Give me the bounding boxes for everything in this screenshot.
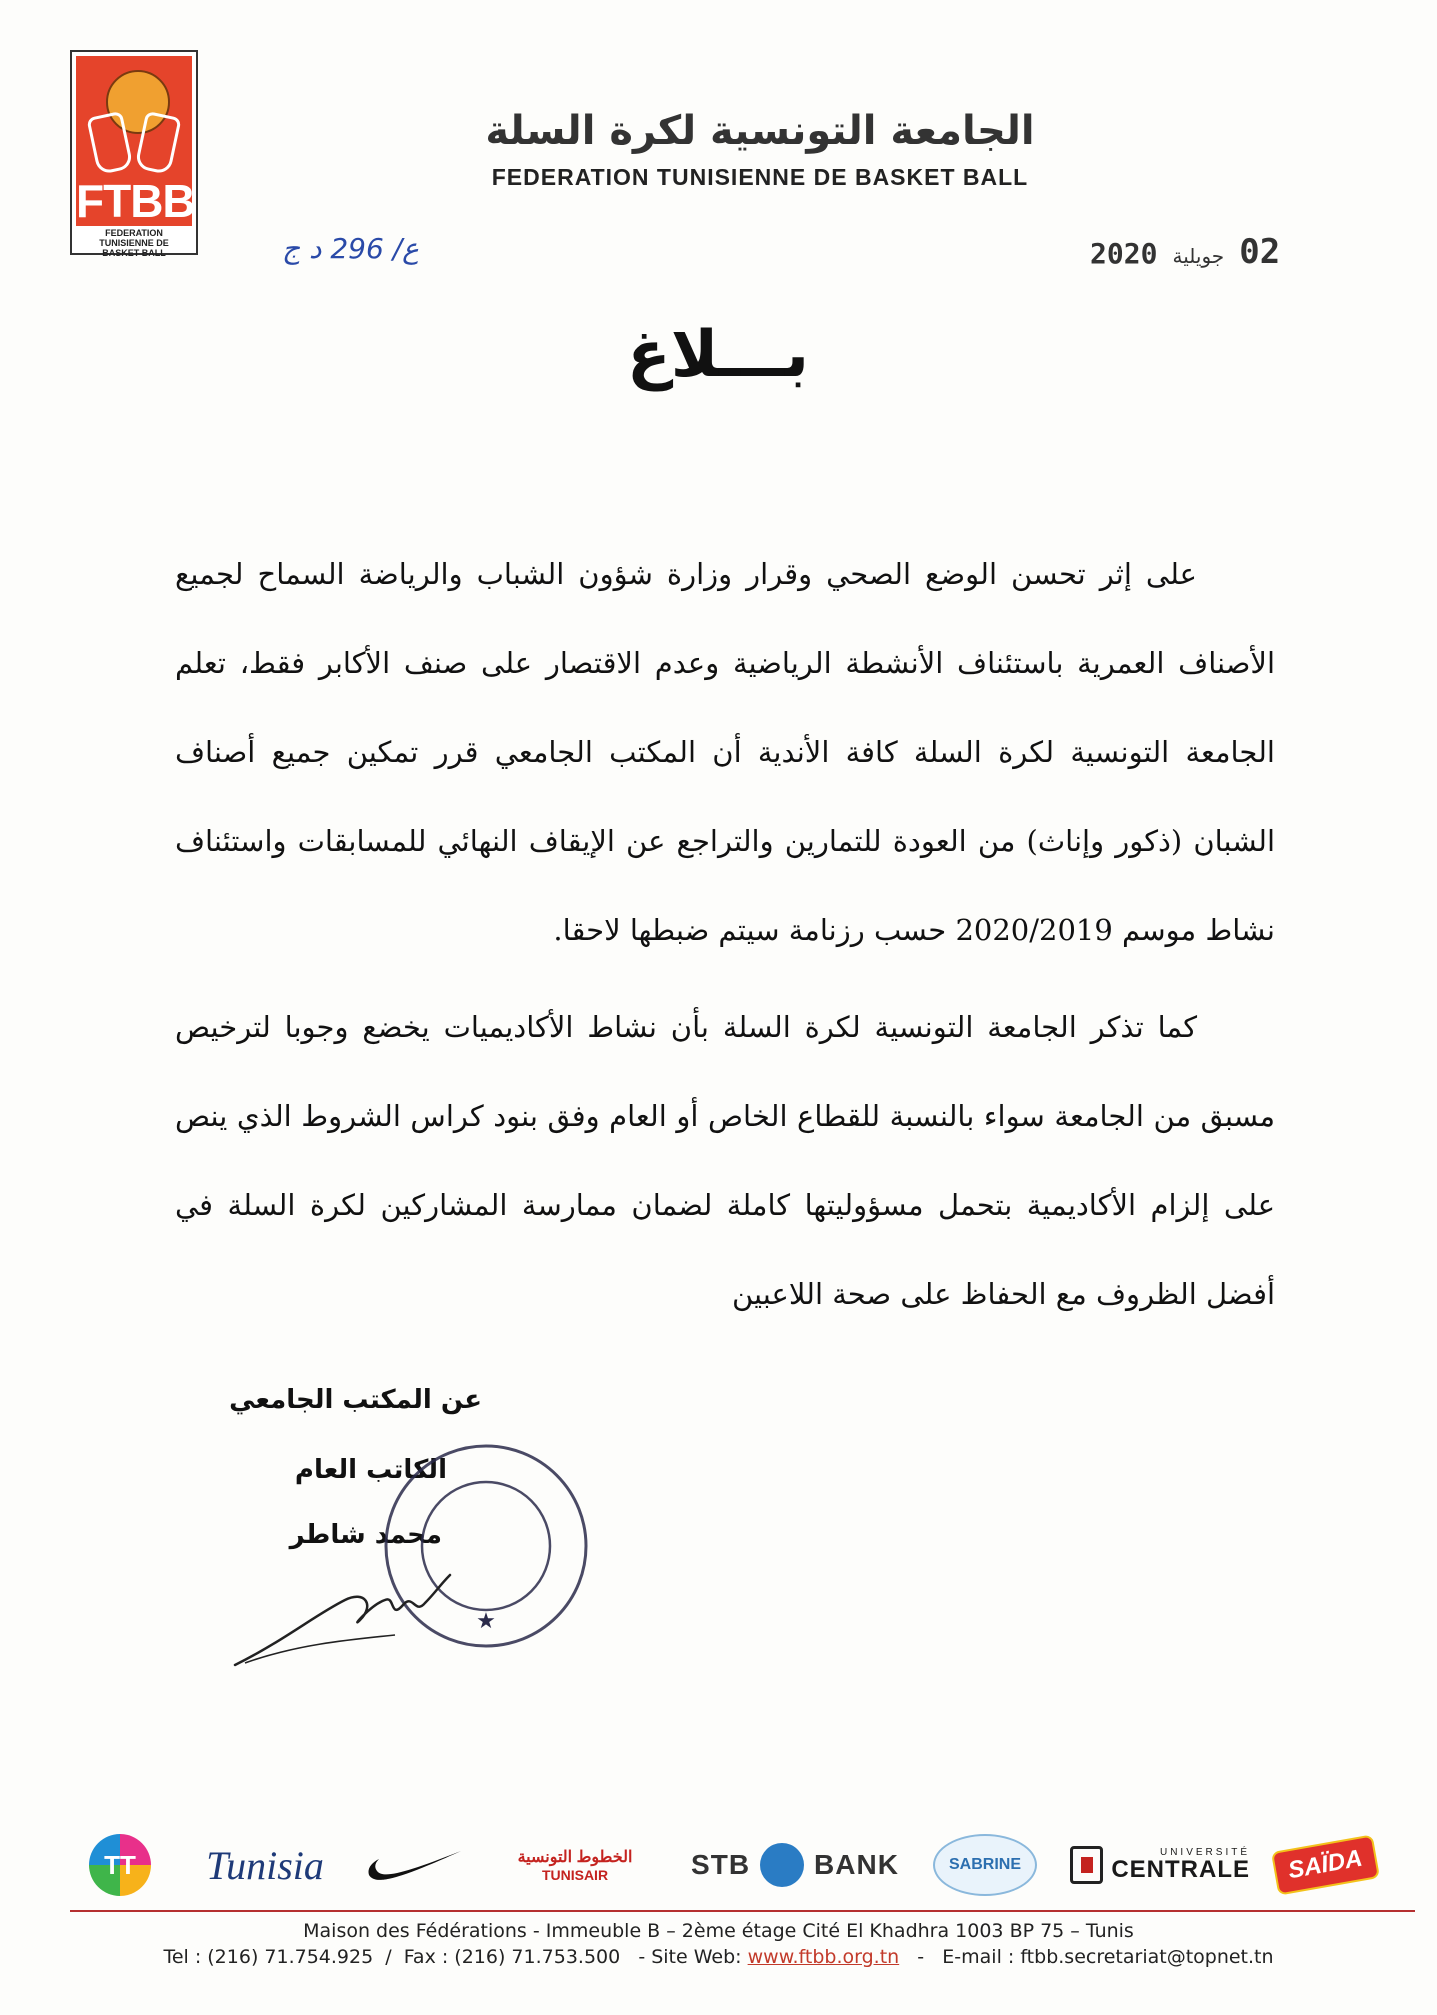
nike-swoosh-icon	[360, 1830, 470, 1900]
date-month: جويلية	[1172, 244, 1225, 268]
federation-name-french: FEDERATION TUNISIENNE DE BASKET BALL	[491, 164, 1029, 190]
signature-name: محمد شاطر	[289, 1520, 442, 1550]
sponsor-bar	[70, 1830, 1380, 1900]
logo-abbreviation: FTBB	[76, 175, 195, 227]
paragraph-2: كما تذكر الجامعة التونسية لكرة السلة بأن نشاط الأكاديميات يخضع وجوبا لترخيص مسبق من الجامعة سواء بالنسبة للقطاع الخاص أو العام وفق بنود كراس الشروط الذي ينص على إلزام الأكاديمية بتحمل مسؤوليتها كاملة لضمان ممارسة المشاركين لكرة السلة في أفضل الظروف مع الحفاظ على صحة اللاعبين	[175, 1010, 1275, 1311]
handwritten-signature	[225, 1545, 455, 1675]
letter-body	[175, 530, 1275, 1339]
tunisie-telecom-logo: TT	[70, 1830, 170, 1900]
website-link[interactable]: www.ftbb.org.tn	[747, 1946, 900, 1968]
logo-subtitle: FEDERATION TUNISIENNE DE BASKET BALL	[99, 228, 169, 258]
uc-mark-icon	[1070, 1846, 1103, 1884]
stb-bank-logo: STB BANK	[685, 1830, 905, 1900]
tunisair-logo: الخطوط التونسية TUNISAIR	[517, 1849, 633, 1883]
signature-role: الكاتب العام	[294, 1455, 447, 1485]
federation-name-arabic: الجامعة التونسية لكرة السلة	[485, 108, 1035, 154]
stb-globe-icon	[760, 1843, 804, 1887]
document-title: بـــلاغ	[627, 318, 809, 392]
footer-contact: Tel : (216) 71.754.925 / Fax : (216) 71.753.500 - Site Web: www.ftbb.org.tn - E-mail : ftbb.secretariat@topnet.tn	[163, 1946, 1274, 1968]
universite-centrale-logo: UNIVERSITÉ CENTRALE	[1070, 1830, 1250, 1900]
tunisia-logo: Tunisia	[206, 1842, 324, 1888]
paragraph-1: على إثر تحسن الوضع الصحي وقرار وزارة شؤون الشباب والرياضة السماح لجميع الأصناف العمرية باستئناف الأنشطة الرياضية وعدم الاقتصار على صنف الأكابر فقط، تعلم الجامعة التونسية لكرة السلة كافة الأندية أن المكتب الجامعي قرر تمكين جميع أصناف الشبان (ذكور وإناث) من العودة للتمارين والتراجع عن الإيقاف النهائي للمسابقات واستئناف نشاط موسم 2020/2019 حسب رزنامة سيتم ضبطها لاحقا.	[175, 557, 1275, 947]
date-year: 2020	[1090, 237, 1158, 270]
signature-office: عن المكتب الجامعي	[229, 1385, 482, 1415]
letter-date	[1090, 232, 1310, 272]
footer-divider	[70, 1910, 1415, 1912]
svg-text:★: ★	[476, 1609, 496, 1634]
ftbb-logo	[70, 50, 198, 258]
sabrine-logo: SABRINE	[925, 1830, 1045, 1900]
footer-address: Maison des Fédérations - Immeuble B – 2ème étage Cité El Khadhra 1003 BP 75 – Tunis	[303, 1920, 1134, 1942]
date-day: 02	[1239, 232, 1281, 272]
reference-number: ع/ 296 د ج	[282, 232, 419, 265]
logo-red-panel	[76, 56, 195, 227]
saida-logo: SAÏDA	[1270, 1830, 1380, 1900]
